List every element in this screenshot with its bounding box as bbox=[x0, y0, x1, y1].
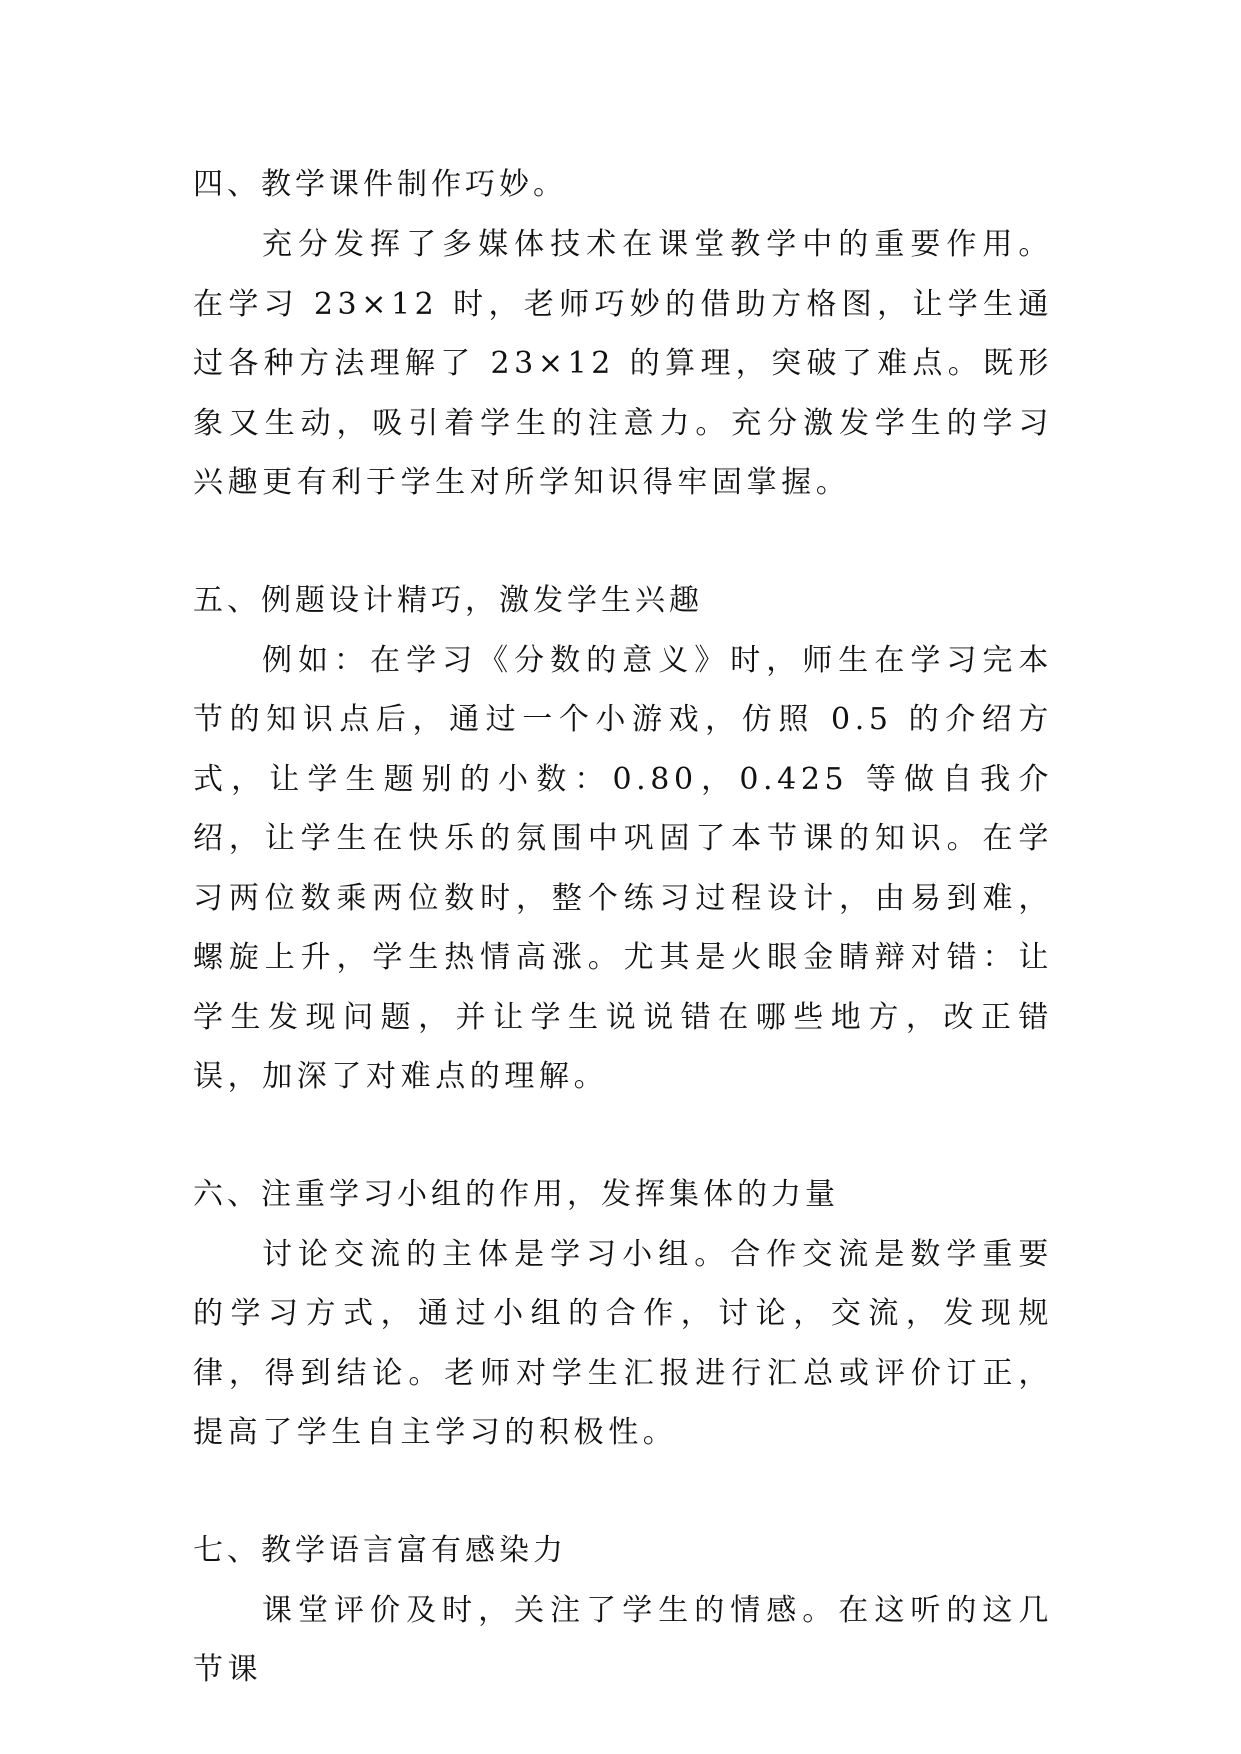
section-heading-6: 六、注重学习小组的作用，发挥集体的力量 bbox=[193, 1176, 839, 1212]
section-body-7: 课堂评价及时，关注了学生的情感。在这听的这几节课 bbox=[193, 1592, 1053, 1687]
section-heading-4: 四、教学课件制作巧妙。 bbox=[193, 167, 567, 202]
section-spacer bbox=[193, 513, 1053, 571]
section-body-5: 例如：在学习《分数的意义》时，师生在学习完本节的知识点后，通过一个小游戏，仿照 0.5 的介绍方式，让学生题别的小数：0.80，0.425 等做自我介绍，让学生在快乐的氛围中巩固了本节课的知识。在学习两位数乘两位数时，整个练习过程设计，由易到难，螺旋上升，学生热情高涨。尤其是火眼金睛辩对错：让学生发现问题，并让学生说说错在哪些地方，改正错误，加深了对难点的理解。 bbox=[193, 642, 1053, 1094]
section-spacer bbox=[193, 1107, 1053, 1165]
document-content bbox=[193, 155, 1053, 1700]
section-body-4: 充分发挥了多媒体技术在课堂教学中的重要作用。在学习 23×12 时，老师巧妙的借助方格图，让学生通过各种方法理解了 23×12 的算理，突破了难点。既形象又生动，吸引着学生的注意力。充分激发学生的学习兴趣更有利于学生对所学知识得牢固掌握。 bbox=[193, 227, 1053, 500]
section-heading-5: 五、例题设计精巧，激发学生兴趣 bbox=[193, 582, 703, 618]
section-heading-7: 七、教学语言富有感染力 bbox=[193, 1532, 567, 1568]
section-body-6: 讨论交流的主体是学习小组。合作交流是数学重要的学习方式，通过小组的合作，讨论，交流，发现规律，得到结论。老师对学生汇报进行汇总或评价订正，提高了学生自主学习的积极性。 bbox=[193, 1236, 1053, 1450]
section-spacer bbox=[193, 1463, 1053, 1521]
